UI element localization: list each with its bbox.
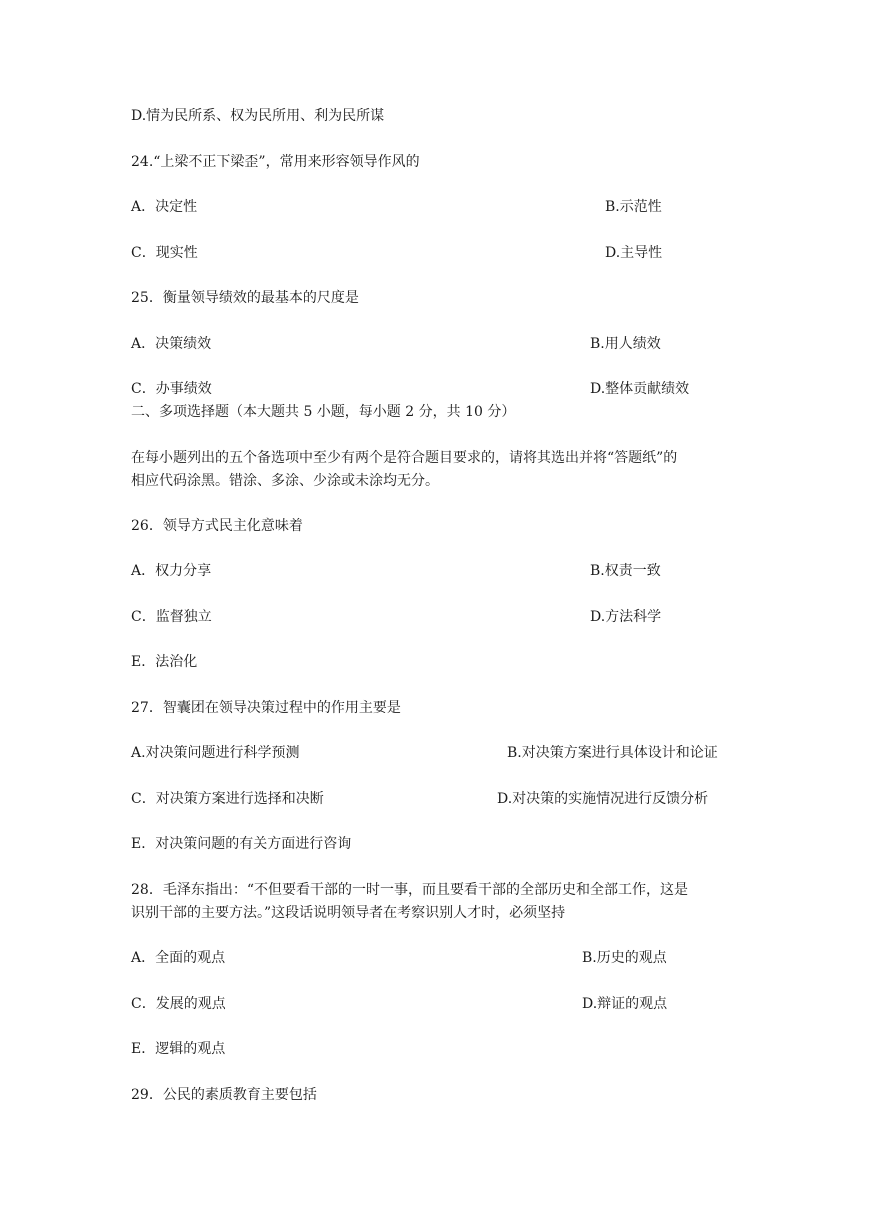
q25-option-b: B.用人绩效 [590,336,661,352]
q25-option-a: A．决策绩效 [131,336,212,352]
q28-option-b: B.历史的观点 [582,950,667,966]
section2-instruction-line2: 相应代码涂黑。错涂、多涂、少涂或未涂均无分。 [131,473,439,489]
q25-option-c: C．办事绩效 [131,381,212,397]
q24-option-b: B.示范性 [605,199,662,215]
q28-option-e: E．逻辑的观点 [131,1041,226,1057]
q27-option-d: D.对决策的实施情况进行反馈分析 [497,791,709,807]
q28-option-c: C．发展的观点 [131,996,226,1012]
q24-option-d: D.主导性 [605,245,663,261]
section2-heading: 二、多项选择题（本大题共 5 小题，每小题 2 分，共 10 分） [131,404,516,420]
q27-stem: 27．智囊团在领导决策过程中的作用主要是 [131,700,401,716]
q24-stem: 24.“上梁不正下梁歪”，常用来形容领导作风的 [131,154,420,170]
section2-instruction-line1: 在每小题列出的五个备选项中至少有两个是符合题目要求的，请将其选出并将“答题纸”的 [131,450,678,466]
q27-option-c: C．对决策方案进行选择和决断 [131,791,324,807]
q25-option-d: D.整体贡献绩效 [590,381,690,397]
q23-option-d: D.情为民所系、权为民所用、利为民所谋 [131,108,385,124]
q24-option-a: A．决定性 [131,199,198,215]
q24-option-c: C．现实性 [131,245,198,261]
q27-option-a: A.对决策问题进行科学预测 [131,745,300,761]
q28-option-a: A．全面的观点 [131,950,226,966]
q28-stem-line2: 识别干部的主要方法。”这段话说明领导者在考察识别人才时，必须坚持 [131,905,566,921]
q26-stem: 26．领导方式民主化意味着 [131,518,303,534]
q27-option-b: B.对决策方案进行具体设计和论证 [507,745,718,761]
q28-stem-line1: 28．毛泽东指出：“不但要看干部的一时一事，而且要看干部的全部历史和全部工作，这是 [131,882,688,898]
q26-option-b: B.权责一致 [590,563,661,579]
q26-option-c: C．监督独立 [131,609,212,625]
q26-option-d: D.方法科学 [590,609,662,625]
q25-stem: 25．衡量领导绩效的最基本的尺度是 [131,290,359,306]
q26-option-a: A．权力分享 [131,563,212,579]
q29-stem: 29．公民的素质教育主要包括 [131,1087,317,1103]
q28-option-d: D.辩证的观点 [582,996,668,1012]
q27-option-e: E．对决策问题的有关方面进行咨询 [131,836,352,852]
q26-option-e: E．法治化 [131,654,198,670]
